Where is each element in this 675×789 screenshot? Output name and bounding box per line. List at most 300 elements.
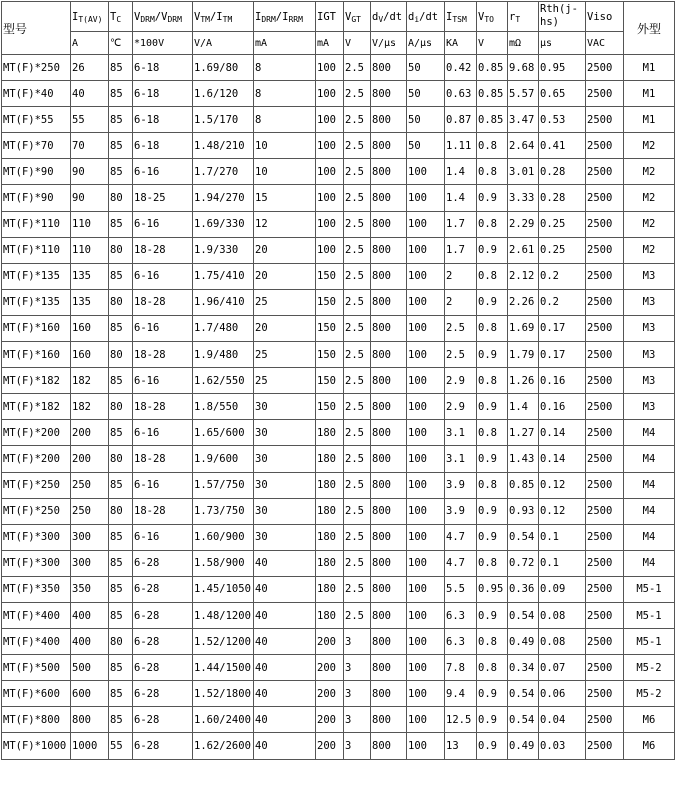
cell-igt: 200 [316,707,344,733]
cell-rth: 0.17 [539,342,586,368]
cell-rth: 0.25 [539,211,586,237]
cell-di-dt: 100 [407,707,445,733]
cell-model: MT(F)*182 [2,368,71,394]
cell-dv-dt: 800 [371,498,407,524]
cell-itsm: 0.87 [445,107,477,133]
cell-dv-dt: 800 [371,472,407,498]
cell-viso: 2500 [586,472,624,498]
cell-viso: 2500 [586,159,624,185]
cell-itsm: 1.7 [445,211,477,237]
cell-igt: 150 [316,315,344,341]
cell-itsm: 9.4 [445,681,477,707]
cell-model: MT(F)*250 [2,498,71,524]
cell-tc: 85 [109,655,133,681]
cell-itsm: 2.9 [445,394,477,420]
cell-vdrm: 6-18 [133,133,193,159]
cell-itsm: 0.42 [445,55,477,81]
cell-vgt: 2.5 [344,602,371,628]
cell-itsm: 13 [445,733,477,759]
cell-vtm-itm: 1.6/120 [193,81,254,107]
cell-rth: 0.09 [539,576,586,602]
cell-igt: 150 [316,289,344,315]
cell-it-av: 1000 [71,733,109,759]
cell-rt: 5.57 [508,81,539,107]
cell-itsm: 0.63 [445,81,477,107]
cell-igt: 100 [316,107,344,133]
cell-viso: 2500 [586,55,624,81]
table-row [2,629,675,655]
cell-idrm: 25 [254,289,316,315]
cell-vgt: 3 [344,733,371,759]
cell-vdrm: 6-18 [133,81,193,107]
unit-cell: V [344,32,371,55]
cell-itsm: 4.7 [445,524,477,550]
cell-vto: 0.9 [477,733,508,759]
cell-shape: M1 [624,107,675,133]
cell-dv-dt: 800 [371,55,407,81]
cell-vgt: 3 [344,681,371,707]
thyristor-spec-table [1,1,675,760]
cell-vgt: 2.5 [344,524,371,550]
cell-model: MT(F)*160 [2,315,71,341]
cell-vdrm: 18-25 [133,185,193,211]
table-row [2,263,675,289]
cell-tc: 80 [109,342,133,368]
cell-it-av: 160 [71,342,109,368]
cell-tc: 85 [109,472,133,498]
unit-cell: ℃ [109,32,133,55]
cell-idrm: 30 [254,472,316,498]
cell-idrm: 10 [254,159,316,185]
cell-tc: 55 [109,733,133,759]
cell-model: MT(F)*1000 [2,733,71,759]
cell-viso: 2500 [586,733,624,759]
cell-di-dt: 100 [407,629,445,655]
cell-igt: 180 [316,524,344,550]
cell-it-av: 300 [71,524,109,550]
cell-tc: 80 [109,185,133,211]
cell-rth: 0.2 [539,289,586,315]
cell-di-dt: 50 [407,133,445,159]
cell-model: MT(F)*40 [2,81,71,107]
cell-di-dt: 100 [407,681,445,707]
cell-vgt: 2.5 [344,368,371,394]
cell-vdrm: 6-28 [133,602,193,628]
cell-vtm-itm: 1.69/80 [193,55,254,81]
cell-rth: 0.03 [539,733,586,759]
cell-tc: 85 [109,55,133,81]
cell-dv-dt: 800 [371,107,407,133]
cell-vto: 0.85 [477,107,508,133]
cell-it-av: 800 [71,707,109,733]
unit-cell: mA [254,32,316,55]
cell-viso: 2500 [586,550,624,576]
cell-vdrm: 6-28 [133,550,193,576]
cell-di-dt: 100 [407,498,445,524]
cell-igt: 200 [316,733,344,759]
cell-itsm: 1.4 [445,185,477,211]
cell-rt: 1.26 [508,368,539,394]
cell-it-av: 350 [71,576,109,602]
cell-vto: 0.9 [477,498,508,524]
cell-vtm-itm: 1.96/410 [193,289,254,315]
cell-di-dt: 100 [407,237,445,263]
cell-idrm: 30 [254,446,316,472]
cell-rth: 0.1 [539,550,586,576]
cell-idrm: 10 [254,133,316,159]
cell-di-dt: 100 [407,576,445,602]
cell-vto: 0.8 [477,655,508,681]
cell-dv-dt: 800 [371,629,407,655]
cell-it-av: 90 [71,185,109,211]
header-dvdt: $d_V/dt$ [371,2,407,32]
cell-vtm-itm: 1.9/480 [193,342,254,368]
cell-itsm: 6.3 [445,602,477,628]
cell-igt: 200 [316,655,344,681]
cell-dv-dt: 800 [371,707,407,733]
cell-rth: 0.08 [539,629,586,655]
cell-shape: M2 [624,159,675,185]
cell-shape: M2 [624,211,675,237]
cell-rt: 0.54 [508,524,539,550]
cell-model: MT(F)*70 [2,133,71,159]
cell-rth: 0.08 [539,602,586,628]
cell-model: MT(F)*135 [2,289,71,315]
cell-di-dt: 100 [407,420,445,446]
unit-row [2,32,675,55]
cell-vto: 0.9 [477,394,508,420]
table-row [2,733,675,759]
cell-vgt: 2.5 [344,81,371,107]
cell-vto: 0.8 [477,629,508,655]
cell-vdrm: 18-28 [133,394,193,420]
cell-idrm: 40 [254,576,316,602]
unit-cell: μs [539,32,586,55]
cell-tc: 80 [109,237,133,263]
cell-vgt: 2.5 [344,420,371,446]
cell-igt: 100 [316,133,344,159]
cell-rth: 0.12 [539,498,586,524]
cell-rth: 0.06 [539,681,586,707]
cell-vtm-itm: 1.60/2400 [193,707,254,733]
cell-di-dt: 100 [407,185,445,211]
cell-vgt: 2.5 [344,185,371,211]
cell-dv-dt: 800 [371,524,407,550]
cell-dv-dt: 800 [371,550,407,576]
cell-rt: 2.61 [508,237,539,263]
header-rt: $r_T$ [508,2,539,32]
cell-model: MT(F)*800 [2,707,71,733]
cell-igt: 150 [316,368,344,394]
cell-vdrm: 6-16 [133,368,193,394]
cell-rt: 0.49 [508,629,539,655]
cell-idrm: 40 [254,550,316,576]
cell-di-dt: 50 [407,81,445,107]
cell-shape: M1 [624,81,675,107]
cell-idrm: 20 [254,315,316,341]
cell-model: MT(F)*135 [2,263,71,289]
cell-vdrm: 6-16 [133,420,193,446]
cell-vto: 0.8 [477,472,508,498]
cell-vtm-itm: 1.48/1200 [193,602,254,628]
table-row [2,524,675,550]
cell-rt: 0.93 [508,498,539,524]
cell-rth: 0.41 [539,133,586,159]
table-row [2,315,675,341]
cell-rth: 0.28 [539,159,586,185]
cell-it-av: 200 [71,446,109,472]
cell-vgt: 2.5 [344,55,371,81]
cell-model: MT(F)*250 [2,55,71,81]
cell-itsm: 6.3 [445,629,477,655]
cell-rth: 0.14 [539,420,586,446]
cell-vgt: 2.5 [344,263,371,289]
cell-shape: M4 [624,524,675,550]
cell-itsm: 3.1 [445,420,477,446]
cell-shape: M4 [624,498,675,524]
cell-dv-dt: 800 [371,420,407,446]
cell-it-av: 110 [71,237,109,263]
cell-shape: M5-1 [624,602,675,628]
cell-it-av: 250 [71,472,109,498]
cell-rt: 9.68 [508,55,539,81]
table-row [2,185,675,211]
cell-it-av: 160 [71,315,109,341]
cell-it-av: 300 [71,550,109,576]
cell-rth: 0.53 [539,107,586,133]
cell-dv-dt: 800 [371,81,407,107]
cell-vtm-itm: 1.58/900 [193,550,254,576]
cell-dv-dt: 800 [371,655,407,681]
cell-viso: 2500 [586,576,624,602]
cell-vto: 0.8 [477,368,508,394]
cell-tc: 85 [109,602,133,628]
cell-model: MT(F)*110 [2,237,71,263]
unit-cell: A/μs [407,32,445,55]
cell-shape: M4 [624,420,675,446]
cell-dv-dt: 800 [371,211,407,237]
cell-vdrm: 6-28 [133,629,193,655]
cell-vgt: 3 [344,629,371,655]
cell-dv-dt: 800 [371,185,407,211]
cell-viso: 2500 [586,498,624,524]
cell-it-av: 182 [71,394,109,420]
cell-it-av: 135 [71,289,109,315]
cell-viso: 2500 [586,707,624,733]
cell-viso: 2500 [586,394,624,420]
cell-igt: 100 [316,237,344,263]
cell-vto: 0.9 [477,707,508,733]
cell-model: MT(F)*300 [2,550,71,576]
cell-rt: 1.79 [508,342,539,368]
cell-vtm-itm: 1.9/600 [193,446,254,472]
cell-vtm-itm: 1.44/1500 [193,655,254,681]
cell-vto: 0.8 [477,550,508,576]
cell-tc: 80 [109,629,133,655]
table-row [2,159,675,185]
cell-idrm: 30 [254,394,316,420]
table-row [2,498,675,524]
cell-idrm: 40 [254,655,316,681]
cell-rt: 2.29 [508,211,539,237]
cell-rth: 0.1 [539,524,586,550]
cell-vgt: 2.5 [344,446,371,472]
cell-viso: 2500 [586,133,624,159]
cell-shape: M2 [624,185,675,211]
cell-vdrm: 6-16 [133,211,193,237]
cell-shape: M6 [624,707,675,733]
unit-cell: VAC [586,32,624,55]
cell-vdrm: 6-18 [133,107,193,133]
unit-cell: KA [445,32,477,55]
cell-viso: 2500 [586,107,624,133]
cell-rt: 3.33 [508,185,539,211]
cell-rth: 0.65 [539,81,586,107]
cell-di-dt: 100 [407,342,445,368]
cell-vto: 0.9 [477,289,508,315]
cell-tc: 80 [109,498,133,524]
table-body [2,55,675,760]
header-vdrm: $V_{DRM}/V_{DRM}$ [133,2,193,32]
cell-tc: 85 [109,315,133,341]
cell-vto: 0.8 [477,133,508,159]
cell-vgt: 2.5 [344,237,371,263]
table-row [2,394,675,420]
cell-model: MT(F)*500 [2,655,71,681]
cell-it-av: 200 [71,420,109,446]
cell-tc: 85 [109,550,133,576]
cell-tc: 85 [109,133,133,159]
cell-idrm: 40 [254,707,316,733]
cell-igt: 180 [316,446,344,472]
table-row [2,681,675,707]
cell-tc: 85 [109,211,133,237]
cell-viso: 2500 [586,629,624,655]
cell-vtm-itm: 1.62/550 [193,368,254,394]
cell-shape: M2 [624,237,675,263]
unit-cell: V/μs [371,32,407,55]
unit-cell: A [71,32,109,55]
cell-vdrm: 6-18 [133,55,193,81]
cell-model: MT(F)*400 [2,602,71,628]
cell-vto: 0.9 [477,524,508,550]
cell-dv-dt: 800 [371,733,407,759]
cell-vgt: 2.5 [344,342,371,368]
cell-tc: 85 [109,576,133,602]
cell-igt: 100 [316,55,344,81]
cell-it-av: 40 [71,81,109,107]
cell-rth: 0.17 [539,315,586,341]
cell-viso: 2500 [586,655,624,681]
cell-rt: 3.01 [508,159,539,185]
cell-di-dt: 100 [407,550,445,576]
header-model: 型号 [2,2,71,55]
cell-shape: M6 [624,733,675,759]
cell-itsm: 2 [445,263,477,289]
cell-vdrm: 18-28 [133,498,193,524]
cell-vtm-itm: 1.62/2600 [193,733,254,759]
cell-dv-dt: 800 [371,602,407,628]
cell-itsm: 1.7 [445,237,477,263]
cell-shape: M4 [624,472,675,498]
cell-model: MT(F)*55 [2,107,71,133]
cell-vdrm: 6-16 [133,315,193,341]
cell-viso: 2500 [586,81,624,107]
cell-idrm: 15 [254,185,316,211]
cell-rt: 0.85 [508,472,539,498]
cell-viso: 2500 [586,315,624,341]
cell-shape: M1 [624,55,675,81]
header-viso: Viso [586,2,624,32]
cell-tc: 85 [109,81,133,107]
cell-igt: 180 [316,576,344,602]
cell-di-dt: 100 [407,263,445,289]
cell-itsm: 2.5 [445,315,477,341]
cell-igt: 200 [316,681,344,707]
cell-model: MT(F)*110 [2,211,71,237]
cell-it-av: 182 [71,368,109,394]
cell-viso: 2500 [586,524,624,550]
cell-idrm: 25 [254,368,316,394]
cell-rt: 1.27 [508,420,539,446]
cell-vtm-itm: 1.8/550 [193,394,254,420]
cell-vto: 0.9 [477,342,508,368]
cell-vtm-itm: 1.48/210 [193,133,254,159]
cell-vto: 0.8 [477,420,508,446]
cell-vtm-itm: 1.69/330 [193,211,254,237]
cell-itsm: 3.9 [445,498,477,524]
cell-shape: M3 [624,394,675,420]
header-idrm: $I_{DRM}/I_{RRM}$ [254,2,316,32]
header-itsm: $I_{TSM}$ [445,2,477,32]
cell-vto: 0.9 [477,185,508,211]
cell-vdrm: 6-28 [133,707,193,733]
cell-it-av: 500 [71,655,109,681]
table-row [2,211,675,237]
cell-viso: 2500 [586,211,624,237]
cell-shape: M5-1 [624,629,675,655]
cell-shape: M5-2 [624,655,675,681]
cell-dv-dt: 800 [371,315,407,341]
table-row [2,55,675,81]
cell-igt: 100 [316,185,344,211]
header-vgt: $V_{GT}$ [344,2,371,32]
cell-dv-dt: 800 [371,446,407,472]
cell-shape: M3 [624,263,675,289]
cell-idrm: 40 [254,733,316,759]
cell-di-dt: 50 [407,55,445,81]
cell-idrm: 30 [254,420,316,446]
cell-shape: M4 [624,446,675,472]
cell-rth: 0.12 [539,472,586,498]
cell-vtm-itm: 1.65/600 [193,420,254,446]
cell-vgt: 3 [344,655,371,681]
cell-vdrm: 18-28 [133,446,193,472]
cell-vgt: 2.5 [344,498,371,524]
cell-vto: 0.9 [477,237,508,263]
cell-tc: 85 [109,263,133,289]
cell-dv-dt: 800 [371,237,407,263]
cell-rth: 0.16 [539,368,586,394]
cell-tc: 80 [109,394,133,420]
cell-vgt: 2.5 [344,211,371,237]
cell-viso: 2500 [586,602,624,628]
cell-shape: M3 [624,315,675,341]
table-row [2,576,675,602]
cell-it-av: 400 [71,629,109,655]
cell-vto: 0.9 [477,681,508,707]
cell-idrm: 8 [254,55,316,81]
